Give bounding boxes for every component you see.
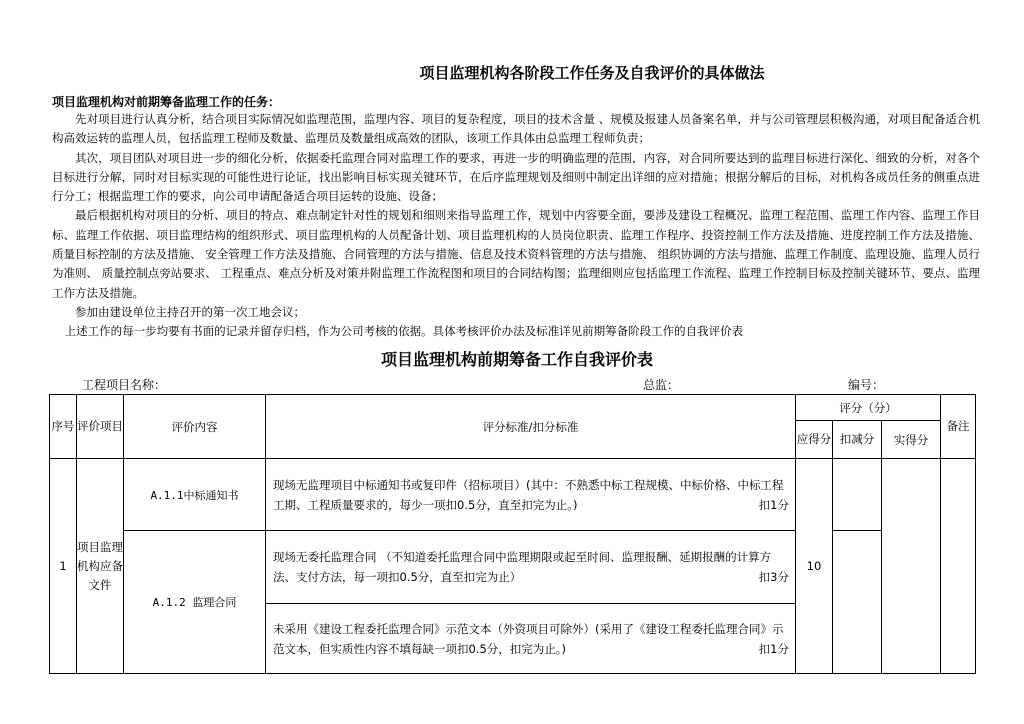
project-name-label: 工程项目名称： [82,378,167,392]
header-deduct-score: 扣减分 [833,421,882,459]
table-row [50,531,976,604]
table-header-row [50,395,976,421]
header-criteria: 评分标准/扣分标准 [266,395,796,459]
deduction-text: 扣1分 [758,497,789,512]
criteria-text: 未采用《建设工程委托监理合同》示范文本（外资项目可除外）(采用了《建设工程委托监理合同》示范文本，但实质性内容不填每缺一项扣0.5分，扣完为止。) [273,621,784,656]
header-item: 评价项目 [77,395,124,459]
section-heading: 项目监理机构对前期筹备监理工作的任务： [52,95,281,109]
criteria-text: 现场无监理项目中标通知书或复印件（招标项目）(其中：不熟悉中标工程规模、中标价格、中标工程工期、工程质量要求的，每少一项扣0.5分，直至扣完为止。) [273,477,784,512]
paragraph: 上述工作的每一步均要有书面的记录并留存归档，作为公司考核的依据。具体考核评价办法及标准详见前期筹备阶段工作的自我评价表 [64,324,744,339]
deduction-text: 扣3分 [758,570,789,584]
table-title: 项目监理机构前期筹备工作自我评价表 [380,350,653,369]
cell-remark [941,459,976,674]
cell-deduct-score [833,459,882,531]
cell-criteria [266,531,796,604]
criteria-text: 现场无委托监理合同 （不知道委托监理合同中监理期限或起至时间、监理报酬、延期报酬的计算方法、支付方法，每一项扣0.5分，直至扣完为止） [273,550,772,584]
paragraph: 先对项目进行认真分析，结合项目实际情况如监理范围，监理内容、项目的复杂程度，项目的技术含量 、规模及报建人员备案名单，并与公司管理层积极沟通，对项目配备适合机构高效运转的监理人员，包括监理工程师及数量、监理员及数量组成高效的团队，该项工作具体由总监理工程师负责； [52,112,980,146]
cell-should-score: 10 [796,459,833,674]
evaluation-table [49,394,976,674]
header-actual-score: 实得分 [882,421,941,459]
cell-deduct-score [833,531,882,674]
cell-actual-score [882,459,941,674]
paragraph: 参加由建设单位主持召开的第一次工地会议； [75,304,305,319]
header-remark: 备注 [941,395,976,459]
header-should-score: 应得分 [796,421,833,459]
director-label: 总监： [643,378,680,392]
deduction-text: 扣1分 [758,641,789,656]
paragraph: 其次，项目团队对项目进一步的细化分析，依据委托监理合同对监理工作的要求，再进一步的明确监理的范围，内容，对合同所要达到的监理目标进行深化、细致的分析，对各个目标进行分解，同时对目标实现的可能性进行论证，找出影响目标实现关键环节，在后序监理规划及细则中制定出详细的应对措施；根据分解后的目标，对机构各成员任务的侧重点进行分工；根据监理工作的要求，向公司申请配备适合项目运转的设施、设备； [52,150,980,204]
document-title: 项目监理机构各阶段工作任务及自我评价的具体做法 [419,64,765,82]
cell-content: A.1.2 监理合同 [124,531,266,674]
cell-seq: 1 [50,459,77,674]
header-content: 评价内容 [124,395,266,459]
cell-criteria [266,459,796,531]
cell-criteria [266,604,796,674]
cell-item: 项目监理机构应备文件 [77,459,124,674]
header-seq: 序号 [50,395,77,459]
table-row [50,459,976,531]
header-score-group: 评分（分） [796,395,941,421]
paragraph: 最后根据机构对项目的分析、项目的特点、难点制定针对性的规划和细则来指导监理工作，规划中内容要全面，要涉及建设工程概况、监理工程范围、监理工作内容、监理工作目标、监理工作依据、项目监理结构的组织形式、项目监理机构的人员配备计划、项目监理机构的人员岗位职责、监理工作程序、投资控制工作方法及措施、进度控制工作方法及措施、质量目标控制的方法及措施、 安全管理工作方法及措施、合同管理的方法与措施、信息及技术资料管理的方法与措施、 组织协调的方法与措施、监理工作制度、监理设施、监理人员行为准则、 质量控制点旁站要求、 工程重点、难点分析及对策并附监理工作流程图和项目的合同结构图；监理细则应包括监理工作流程、监理工作控制目标及控制关键环节、要点、监理工作方法及措施。 [52,208,980,300]
cell-content: A.1.1中标通知书 [124,459,266,531]
number-label: 编号： [848,378,885,392]
body-text [52,110,980,342]
